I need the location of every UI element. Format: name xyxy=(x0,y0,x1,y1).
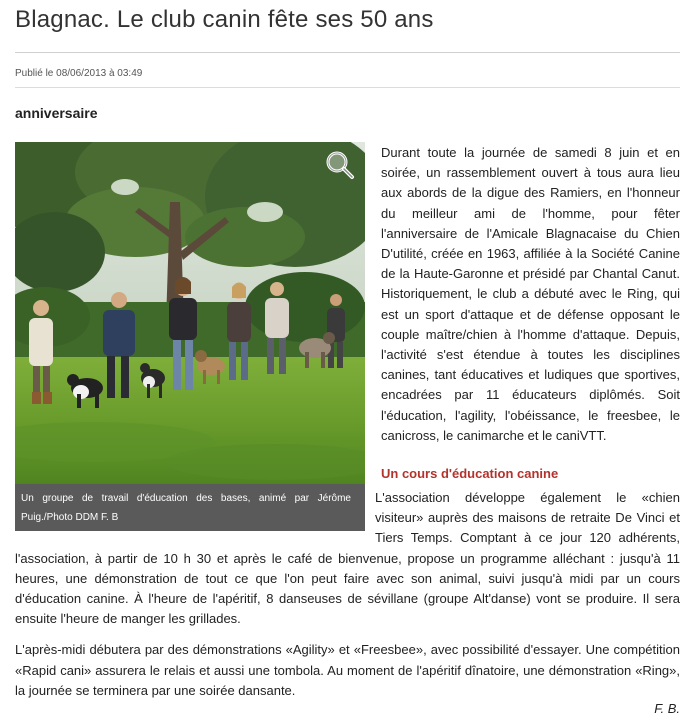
body-paragraph: L'après-midi débutera par des démonstrations «Agility» et «Freesbee», avec possibilité d'essayer. Une compétition «Rapid cani» assurera le relais et aussi une tombola. Au moment de l'apéritif dînatoire, une démonstration «Ring», la journée se terminera par une soirée dansante. xyxy=(15,642,680,698)
article-body xyxy=(15,488,680,701)
title-divider xyxy=(15,52,680,53)
meta-divider xyxy=(15,87,680,88)
intro-paragraph: Durant toute la journée de samedi 8 juin et en soirée, un rassemblement ouvert à tous aura lieu aux abords de la digue des Ramiers, en l'honneur du meilleur ami de l'homme, pour fêter l'anniversaire de l'Amicale Blagnacaise du Chien D'utilité, créée en 1963, affiliée à la Société Canine de la Haute-Garonne et présidé par Chantal Canut. Historiquement, le club a débuté avec le Ring, qui est un sport d'attaque et de défense opposant le couple maître/chien à l'homme d'attaque. Depuis, l'activité s'est étendue à toutes les disciplines canines, tant éducatives et ludiques que sportives, encadrées par 11 éducateurs diplômés. Soit l'éducation, l'agility, l'obéissance, le freesbee, le canicross, le canimarche et le caniVTT. xyxy=(381,145,680,443)
article-figure xyxy=(15,142,365,531)
article-kicker: anniversaire xyxy=(15,105,98,121)
magnifier-icon[interactable] xyxy=(325,150,355,180)
publication-date: Publié le 08/06/2013 à 03:49 xyxy=(15,68,143,79)
article-photo[interactable] xyxy=(15,142,365,484)
section-subheading: Un cours d'éducation canine xyxy=(381,466,559,481)
figure-wrap-spacer xyxy=(15,488,375,540)
author-signature: F. B. xyxy=(654,701,680,716)
page-title: Blagnac. Le club canin fête ses 50 ans xyxy=(15,6,434,33)
body-paragraph: L'association développe également le «chien visiteur» auprès des maisons de retraite De Vinci et Tiers Temps. Comptant à ce jour 120 adhérents, l'association, à partir de 10 h 30 et après le café de bienvenue, propose un programme alléchant : jusqu'à 11 heures, une démonstration de tout ce que l'on peut faire avec son animal, suivi jusqu'à midi par un cours d'éducation canine. À l'heure de l'apéritif, 8 danseuses de sévillane (groupe Alt'danse) vont se produire. Il sera ensuite l'heure de manger les grillades. xyxy=(15,490,680,627)
photo-caption: Un groupe de travail d'éducation des bases, animé par Jérôme Puig./Photo DDM F. B xyxy=(21,493,351,523)
